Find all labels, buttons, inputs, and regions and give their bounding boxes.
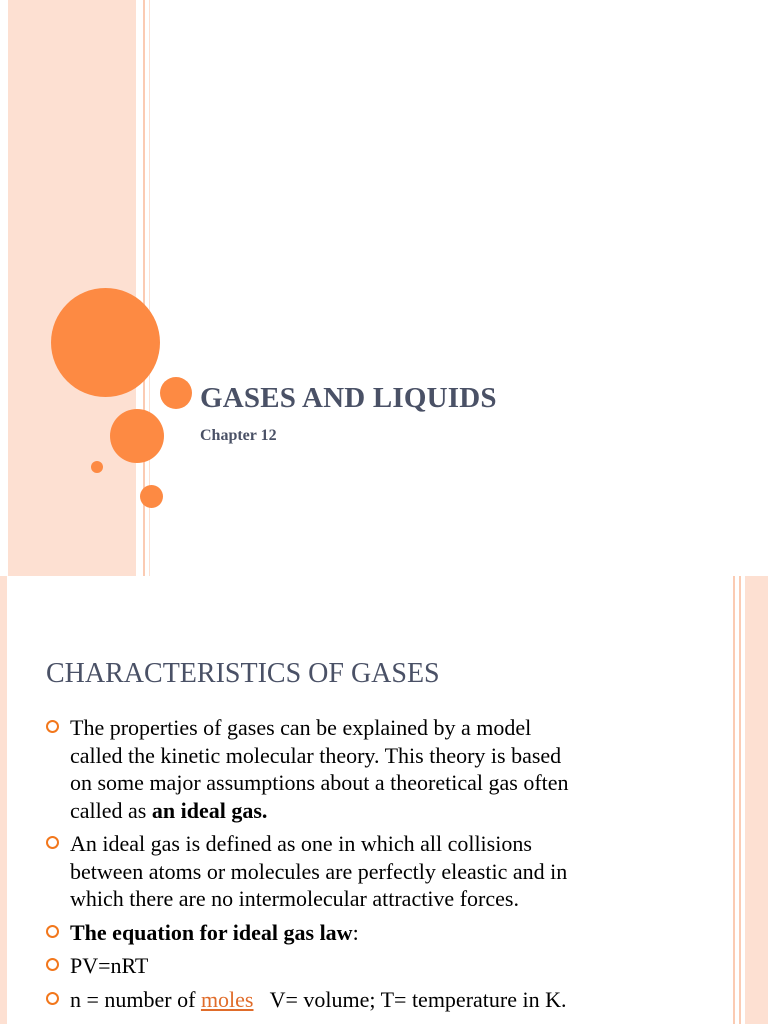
equation: PV=nRT: [70, 953, 149, 978]
decorative-line: [739, 576, 741, 1024]
slide-title: GASES AND LIQUIDS: [200, 382, 497, 414]
decorative-circle-dot: [91, 461, 103, 473]
moles-link[interactable]: moles: [200, 986, 254, 1012]
circle-bullet-icon: [46, 992, 59, 1005]
slide-subtitle: Chapter 12: [200, 427, 277, 444]
decorative-circle-small: [160, 377, 192, 409]
text-fragment: called as: [70, 797, 152, 823]
list-item: [46, 986, 726, 1014]
decorative-circle-large: [51, 288, 160, 397]
text-fragment: :: [352, 919, 359, 945]
list-item: [46, 714, 726, 824]
bold-term: an ideal gas.: [151, 797, 268, 823]
text-line: The properties of gases can be explained by a model: [70, 715, 532, 740]
list-item: [46, 830, 726, 913]
text-line: which there are no intermolecular attractive forces.: [70, 886, 519, 911]
text-line: An ideal gas is defined as one in which all collisions: [70, 831, 532, 856]
content-slide: [0, 576, 768, 1024]
slide-title: CHARACTERISTICS OF GASES: [46, 658, 440, 689]
text-line: [70, 919, 726, 947]
text-fragment: V= volume; T= temperature in K.: [253, 986, 567, 1012]
decorative-strip-right: [745, 576, 768, 1024]
decorative-circle-small: [140, 485, 163, 508]
circle-bullet-icon: [46, 925, 59, 938]
circle-bullet-icon: [46, 836, 59, 849]
text-line: on some major assumptions about a theoretical gas often: [70, 770, 569, 795]
text-line: [70, 986, 726, 1014]
text-line: between atoms or molecules are perfectly eleastic and in: [70, 858, 568, 884]
circle-bullet-icon: [46, 720, 59, 733]
circle-bullet-icon: [46, 958, 59, 971]
bullet-list: [46, 714, 726, 1019]
decorative-line: [733, 576, 735, 1024]
list-item: [46, 952, 726, 980]
text-line: called the kinetic molecular theory. This theory is based: [70, 742, 562, 768]
bold-term: The equation for ideal gas law: [70, 919, 353, 945]
decorative-circle-medium: [110, 409, 164, 463]
decorative-strip-left: [0, 576, 7, 1024]
list-item: [46, 919, 726, 947]
decorative-strip: [8, 0, 136, 576]
text-line: [70, 797, 726, 825]
text-fragment: n = number of: [70, 986, 201, 1012]
